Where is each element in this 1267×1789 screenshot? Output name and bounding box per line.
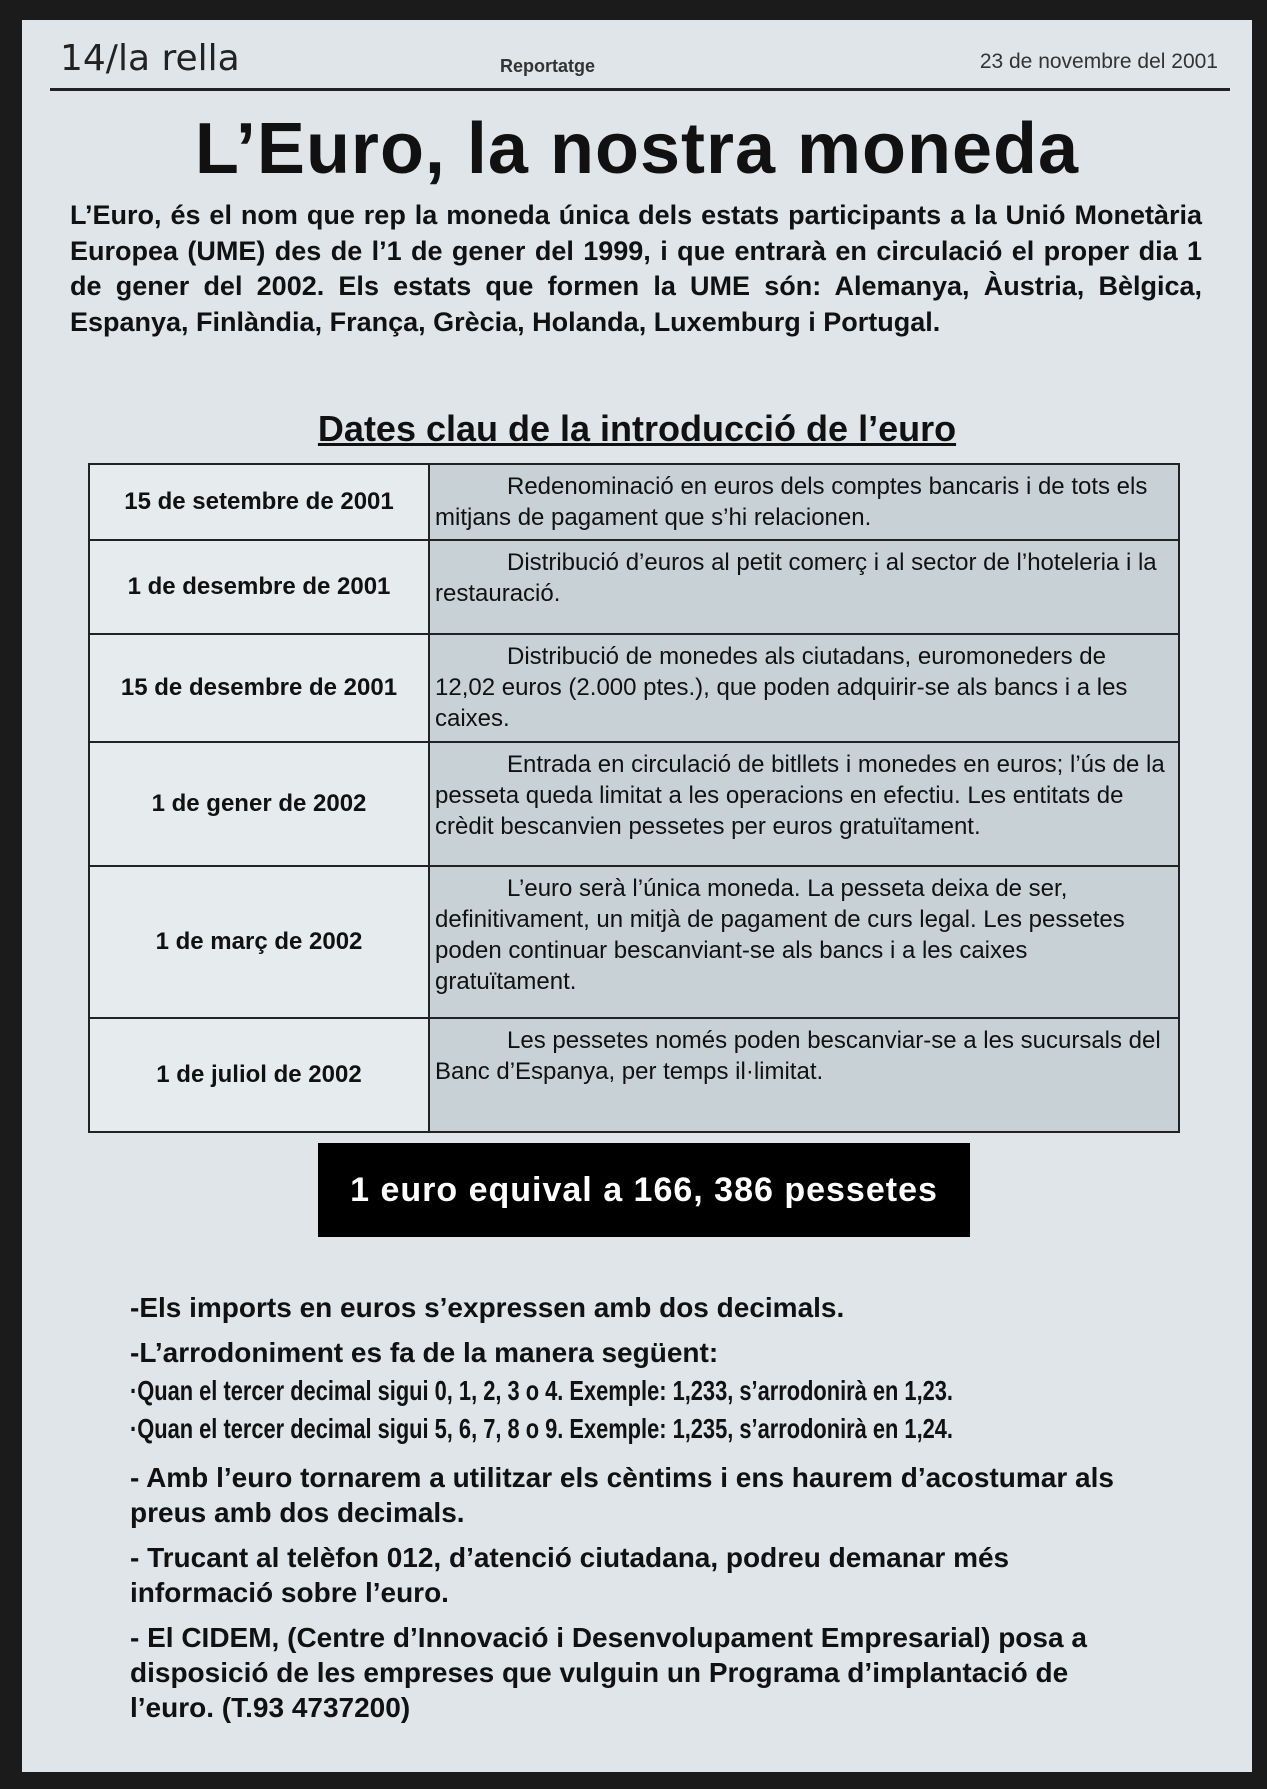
row-description-text: Distribució d’euros al petit comerç i al sector de l’hoteleria i la restauració. (435, 549, 1157, 607)
table-row (89, 634, 1179, 742)
note-item: -L’arrodoniment es fa de la manera següent: (130, 1337, 719, 1368)
key-dates-table (88, 463, 1180, 1133)
row-description (429, 1018, 1179, 1132)
notes-list (130, 1290, 1150, 1735)
row-date: 1 de desembre de 2001 (89, 540, 429, 634)
row-date: 15 de setembre de 2001 (89, 464, 429, 540)
note-item: - Amb l’euro tornarem a utilitzar els cèntims i ens haurem d’acostumar als preus amb dos decimals. (130, 1462, 1114, 1528)
table-heading (22, 408, 1252, 450)
page-header (50, 30, 1230, 91)
table-heading-text: Dates clau de la introducció de l’euro (317, 408, 957, 449)
publication-name: 14/la rella (60, 38, 240, 79)
note-item: -Els imports en euros s’expressen amb dos decimals. (130, 1292, 845, 1323)
row-date: 1 de març de 2002 (89, 866, 429, 1018)
newspaper-page (22, 20, 1252, 1772)
row-date: 1 de gener de 2002 (89, 742, 429, 866)
rounding-example: ·Quan el tercer decimal sigui 5, 6, 7, 8 o 9. Exemple: 1,235, s’arrodonirà en 1,24. (130, 1413, 954, 1444)
row-description (429, 634, 1179, 742)
row-description-text: Les pessetes només poden bescanviar-se a les sucursals del Banc d’Espanya, per temps il·limitat. (435, 1027, 1161, 1085)
note-item: - Trucant al telèfon 012, d’atenció ciutadana, podreu demanar més informació sobre l’euro. (130, 1542, 1010, 1608)
table-row (89, 866, 1179, 1018)
table-row (89, 540, 1179, 634)
rounding-example: ·Quan el tercer decimal sigui 0, 1, 2, 3 o 4. Exemple: 1,233, s’arrodonirà en 1,23. (130, 1375, 954, 1406)
row-description (429, 742, 1179, 866)
row-description-text: Redenominació en euros dels comptes bancaris i de tots els mitjans de pagament que s’hi relacionen. (435, 473, 1148, 531)
exchange-rate-banner (318, 1143, 970, 1237)
exchange-rate-text: 1 euro equival a 166, 386 pessetes (350, 1170, 938, 1209)
row-description-text: L’euro serà l’única moneda. La pesseta deixa de ser, definitivament, un mitjà de pagament de curs legal. Les pessetes poden continuar bescanviant-se als bancs i a les caixes gratuïtament. (435, 875, 1125, 995)
row-date: 15 de desembre de 2001 (89, 634, 429, 742)
note-item: - El CIDEM, (Centre d’Innovació i Desenvolupament Empresarial) posa a disposició de les empreses que vulguin un Programa d’implantació de l’euro. (T.93 4737200) (130, 1622, 1087, 1723)
row-description-text: Entrada en circulació de bitllets i monedes en euros; l’ús de la pesseta queda limitat a les operacions en efectiu. Les entitats de crèdit bescanvien pessetes per euros gratuïtament. (435, 751, 1165, 840)
row-description (429, 540, 1179, 634)
row-date: 1 de juliol de 2002 (89, 1018, 429, 1132)
section-label: Reportatge (500, 56, 596, 76)
intro-paragraph: L’Euro, és el nom que rep la moneda única dels estats participants a la Unió Monetària Europea (UME) des de l’1 de gener del 1999, i que entrarà en circulació el proper dia 1 de gener del 2002. Els estats que formen la UME són: Alemanya, Àustria, Bèlgica, Espanya, Finlàndia, França, Grècia, Holanda, Luxemburg i Portugal. (70, 200, 1202, 337)
table-row (89, 464, 1179, 540)
row-description (429, 866, 1179, 1018)
article-title: L’Euro, la nostra moneda (194, 109, 1080, 189)
table-row (89, 742, 1179, 866)
row-description-text: Distribució de monedes als ciutadans, euromoneders de 12,02 euros (2.000 ptes.), que poden adquirir-se als bancs i a les caixes. (435, 643, 1128, 732)
row-description (429, 464, 1179, 540)
issue-date: 23 de novembre del 2001 (979, 50, 1218, 73)
table-row (89, 1018, 1179, 1132)
